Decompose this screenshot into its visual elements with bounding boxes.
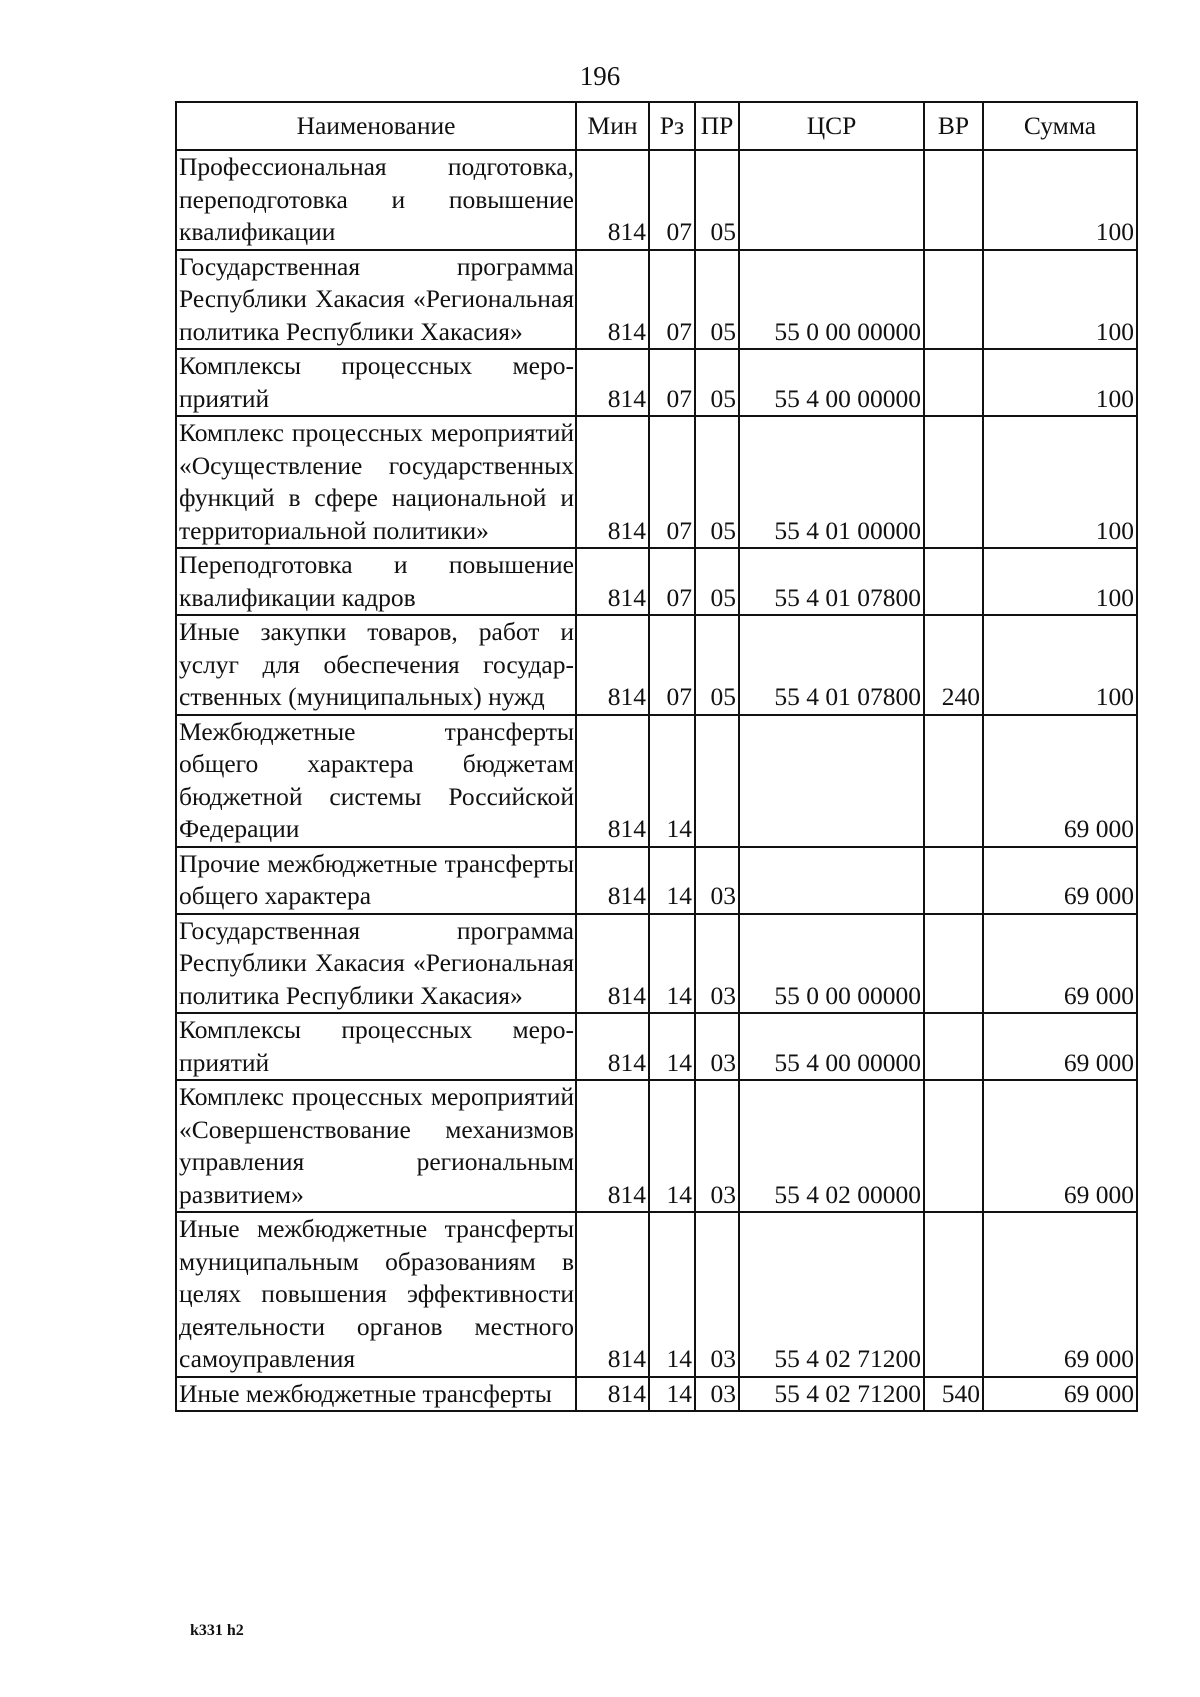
cell-name: Иные межбюджетные трансферты xyxy=(176,1377,576,1412)
cell-pr: 05 xyxy=(695,548,739,615)
cell-csr: 55 0 00 00000 xyxy=(739,914,924,1014)
cell-min: 814 xyxy=(576,250,649,350)
cell-pr: 03 xyxy=(695,1377,739,1412)
cell-pr: 03 xyxy=(695,1080,739,1212)
cell-vr xyxy=(924,847,983,914)
table-row xyxy=(176,847,1137,914)
cell-vr xyxy=(924,1080,983,1212)
table-row xyxy=(176,1377,1137,1412)
cell-rz: 14 xyxy=(649,1013,695,1080)
cell-csr: 55 0 00 00000 xyxy=(739,250,924,350)
cell-rz: 14 xyxy=(649,1212,695,1377)
cell-vr xyxy=(924,150,983,250)
cell-csr xyxy=(739,150,924,250)
table-row xyxy=(176,1212,1137,1377)
cell-name: Государственная программа Республики Хакасия «Региональная политика Республики Хакасия» xyxy=(176,250,576,350)
cell-name: Комплексы процессных мероприятий xyxy=(176,349,576,416)
cell-min: 814 xyxy=(576,150,649,250)
cell-min: 814 xyxy=(576,548,649,615)
header-csr: ЦСР xyxy=(739,102,924,150)
cell-sum: 69 000 xyxy=(983,847,1137,914)
table-row xyxy=(176,1013,1137,1080)
cell-sum: 100 xyxy=(983,349,1137,416)
table-row xyxy=(176,416,1137,548)
cell-csr xyxy=(739,847,924,914)
cell-pr: 03 xyxy=(695,1212,739,1377)
cell-sum: 69 000 xyxy=(983,1013,1137,1080)
cell-csr: 55 4 01 07800 xyxy=(739,548,924,615)
cell-csr: 55 4 02 71200 xyxy=(739,1212,924,1377)
cell-name: Профессиональная подготовка, переподготовка и повышение квалификации xyxy=(176,150,576,250)
cell-min: 814 xyxy=(576,1377,649,1412)
header-rz: Рз xyxy=(649,102,695,150)
cell-rz: 14 xyxy=(649,1080,695,1212)
table-header-row xyxy=(176,102,1137,150)
cell-csr: 55 4 00 00000 xyxy=(739,349,924,416)
cell-min: 814 xyxy=(576,1212,649,1377)
header-vr: ВР xyxy=(924,102,983,150)
cell-vr xyxy=(924,1212,983,1377)
cell-rz: 07 xyxy=(649,250,695,350)
cell-rz: 14 xyxy=(649,914,695,1014)
cell-name: Межбюджетные трансферты общего характера бюджетам бюджетной системы Российской Федерации xyxy=(176,715,576,847)
cell-name: Иные закупки товаров, работ и услуг для обеспечения государственных (муниципальных) нужд xyxy=(176,615,576,715)
cell-sum: 69 000 xyxy=(983,1377,1137,1412)
cell-vr xyxy=(924,548,983,615)
cell-rz: 14 xyxy=(649,847,695,914)
cell-pr: 03 xyxy=(695,847,739,914)
cell-name: Комплекс процессных мероприятий «Совершенствование механизмов управления региональным развитием» xyxy=(176,1080,576,1212)
table-row xyxy=(176,914,1137,1014)
table-row xyxy=(176,349,1137,416)
cell-name: Комплекс процессных мероприятий «Осуществление государственных функций в сфере национальной и территориальной политики» xyxy=(176,416,576,548)
table-row xyxy=(176,615,1137,715)
cell-pr: 03 xyxy=(695,914,739,1014)
header-pr: ПР xyxy=(695,102,739,150)
cell-pr: 05 xyxy=(695,250,739,350)
cell-sum: 100 xyxy=(983,548,1137,615)
cell-name: Переподготовка и повышение квалификации кадров xyxy=(176,548,576,615)
cell-pr: 05 xyxy=(695,615,739,715)
cell-min: 814 xyxy=(576,847,649,914)
cell-vr: 240 xyxy=(924,615,983,715)
cell-min: 814 xyxy=(576,416,649,548)
cell-name: Прочие межбюджетные трансферты общего характера xyxy=(176,847,576,914)
cell-pr: 05 xyxy=(695,349,739,416)
cell-pr: 05 xyxy=(695,150,739,250)
cell-rz: 14 xyxy=(649,715,695,847)
cell-min: 814 xyxy=(576,349,649,416)
cell-vr xyxy=(924,349,983,416)
cell-csr xyxy=(739,715,924,847)
header-sum: Сумма xyxy=(983,102,1137,150)
header-name: Наименование xyxy=(176,102,576,150)
cell-sum: 100 xyxy=(983,150,1137,250)
document-code: k331 h2 xyxy=(190,1622,244,1639)
cell-vr xyxy=(924,715,983,847)
page-number: 196 xyxy=(579,61,621,91)
cell-vr: 540 xyxy=(924,1377,983,1412)
cell-csr: 55 4 00 00000 xyxy=(739,1013,924,1080)
cell-name: Комплексы процессных мероприятий xyxy=(176,1013,576,1080)
cell-sum: 69 000 xyxy=(983,1080,1137,1212)
cell-sum: 100 xyxy=(983,416,1137,548)
cell-vr xyxy=(924,250,983,350)
cell-min: 814 xyxy=(576,715,649,847)
cell-name: Иные межбюджетные трансферты муниципальным образованиям в целях повышения эффективности деятельности органов местного самоуправления xyxy=(176,1212,576,1377)
cell-rz: 07 xyxy=(649,548,695,615)
cell-min: 814 xyxy=(576,615,649,715)
table-row xyxy=(176,150,1137,250)
cell-rz: 07 xyxy=(649,150,695,250)
cell-vr xyxy=(924,1013,983,1080)
cell-sum: 100 xyxy=(983,615,1137,715)
cell-min: 814 xyxy=(576,914,649,1014)
cell-csr: 55 4 02 71200 xyxy=(739,1377,924,1412)
cell-rz: 07 xyxy=(649,416,695,548)
cell-sum: 69 000 xyxy=(983,914,1137,1014)
cell-csr: 55 4 01 07800 xyxy=(739,615,924,715)
cell-rz: 07 xyxy=(649,615,695,715)
cell-pr xyxy=(695,715,739,847)
header-min: Мин xyxy=(576,102,649,150)
cell-sum: 69 000 xyxy=(983,1212,1137,1377)
cell-min: 814 xyxy=(576,1013,649,1080)
table-row xyxy=(176,1080,1137,1212)
cell-vr xyxy=(924,416,983,548)
table-row xyxy=(176,548,1137,615)
cell-csr: 55 4 01 00000 xyxy=(739,416,924,548)
cell-pr: 05 xyxy=(695,416,739,548)
cell-vr xyxy=(924,914,983,1014)
cell-name: Государственная программа Республики Хакасия «Региональная политика Республики Хакасия» xyxy=(176,914,576,1014)
cell-sum: 100 xyxy=(983,250,1137,350)
cell-pr: 03 xyxy=(695,1013,739,1080)
table-row xyxy=(176,715,1137,847)
cell-csr: 55 4 02 00000 xyxy=(739,1080,924,1212)
cell-min: 814 xyxy=(576,1080,649,1212)
budget-table xyxy=(175,101,1138,1412)
table-row xyxy=(176,250,1137,350)
cell-sum: 69 000 xyxy=(983,715,1137,847)
cell-rz: 14 xyxy=(649,1377,695,1412)
cell-rz: 07 xyxy=(649,349,695,416)
